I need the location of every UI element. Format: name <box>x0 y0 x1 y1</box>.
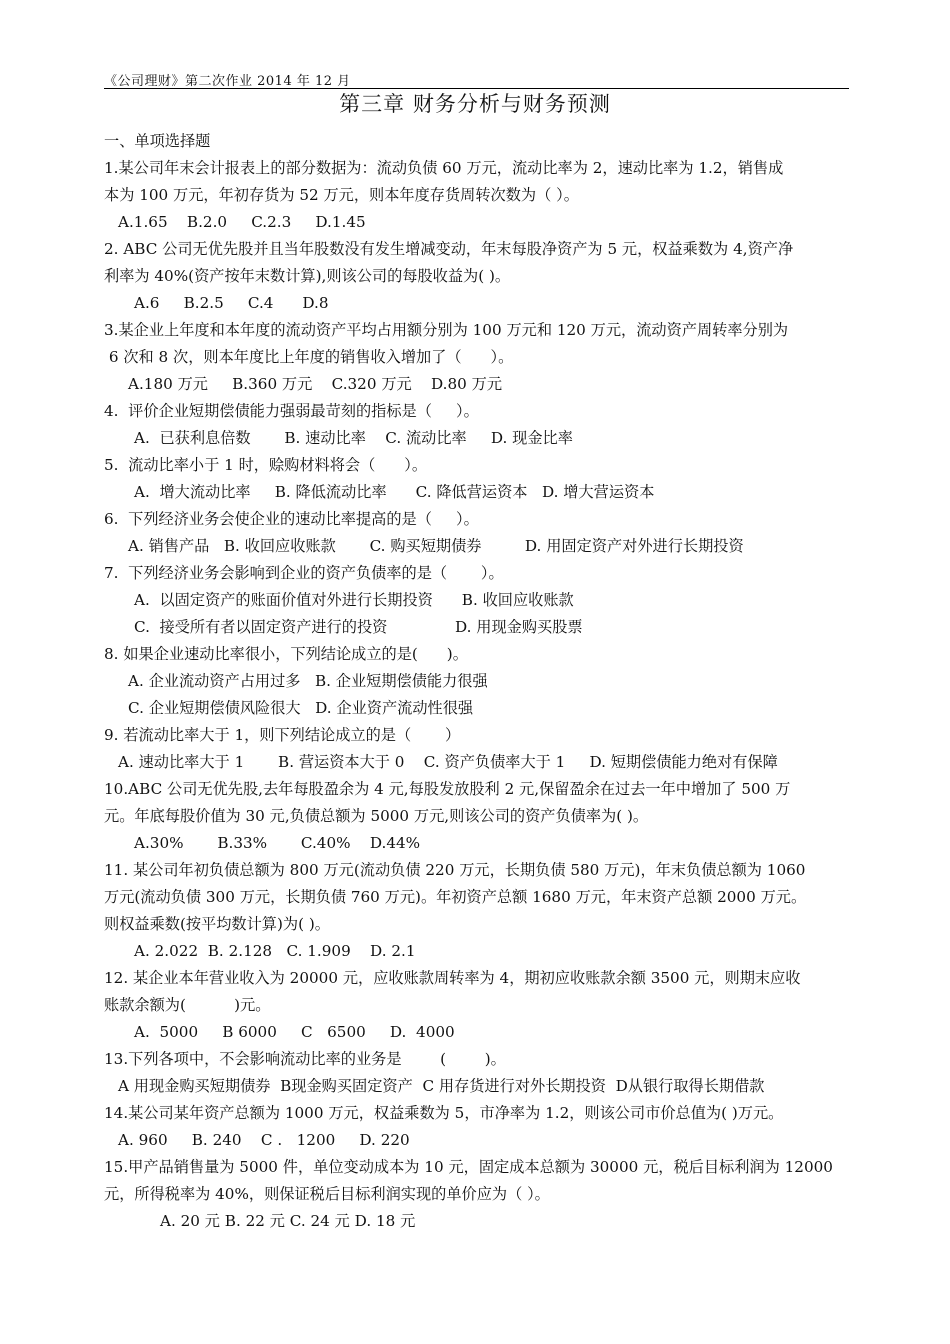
question-1-text: 1.某公司年末会计报表上的部分数据为：流动负债 60 万元，流动比率为 2，速动比率为 1.2，销售成 <box>104 159 784 177</box>
question-1-options: A.1.65 B.2.0 C.2.3 D.1.45 <box>118 213 366 231</box>
question-11-options: A. 2.022 B. 2.128 C. 1.909 D. 2.1 <box>134 942 416 960</box>
question-14-options: A. 960 B. 240 C . 1200 D. 220 <box>118 1131 410 1149</box>
question-12-text-cont: 账款余额为( )元。 <box>104 996 271 1014</box>
question-8-options-ab: A. 企业流动资产占用过多 B. 企业短期偿债能力很强 <box>128 672 488 690</box>
question-15-text: 15.甲产品销售量为 5000 件，单位变动成本为 10 元，固定成本总额为 30000 元，税后目标利润为 12000 <box>104 1158 833 1176</box>
question-2-text-cont: 利率为 40%(资产按年末数计算),则该公司的每股收益为( )。 <box>104 267 511 285</box>
question-9-text: 9. 若流动比率大于 1，则下列结论成立的是（ ） <box>104 726 461 744</box>
question-1-text-cont: 本为 100 万元，年初存货为 52 万元，则本年度存货周转次数为（ ）。 <box>104 186 579 204</box>
question-12-options: A. 5000 B 6000 C 6500 D. 4000 <box>134 1023 455 1041</box>
question-11-text: 11. 某公司年初负债总额为 800 万元(流动负债 220 万元，长期负债 580 万元)，年末负债总额为 1060 <box>104 861 806 879</box>
question-15-text-cont: 元，所得税率为 40%，则保证税后目标利润实现的单价应为（ ）。 <box>104 1185 550 1203</box>
question-14-text: 14.某公司某年资产总额为 1000 万元，权益乘数为 5，市净率为 1.2，则该公司市价总值为( )万元。 <box>104 1104 784 1122</box>
question-8-text: 8. 如果企业速动比率很小，下列结论成立的是( )。 <box>104 645 468 663</box>
question-6-options: A. 销售产品 B. 收回应收账款 C. 购买短期债券 D. 用固定资产对外进行长期投资 <box>128 537 744 555</box>
question-15-options: A. 20 元 B. 22 元 C. 24 元 D. 18 元 <box>160 1212 416 1230</box>
question-10-options: A.30% B.33% C.40% D.44% <box>134 834 421 852</box>
question-12-text: 12. 某企业本年营业收入为 20000 元，应收账款周转率为 4，期初应收账款余额 3500 元，则期末应收 <box>104 969 801 987</box>
question-4-text: 4. 评价企业短期偿债能力强弱最苛刻的指标是（ ）。 <box>104 402 479 420</box>
document-body <box>104 128 852 1235</box>
section-heading: 一、单项选择题 <box>104 132 211 150</box>
header-text: 《公司理财》第二次作业 2014 年 12 月 <box>104 74 351 89</box>
page-title: 第三章 财务分析与财务预测 <box>339 92 611 116</box>
question-2-options: A.6 B.2.5 C.4 D.8 <box>134 294 329 312</box>
question-8-options-cd: C. 企业短期偿债风险很大 D. 企业资产流动性很强 <box>128 699 474 717</box>
question-2-text: 2. ABC 公司无优先股并且当年股数没有发生增减变动，年末每股净资产为 5 元，权益乘数为 4,资产净 <box>104 240 794 258</box>
question-10-text: 10.ABC 公司无优先股,去年每股盈余为 4 元,每股发放股利 2 元,保留盈余在过去一年中增加了 500 万 <box>104 780 791 798</box>
question-11-text-cont: 万元(流动负债 300 万元，长期负债 760 万元)。年初资产总额 1680 万元，年末资产总额 2000 万元。 <box>104 888 807 906</box>
document-header <box>104 68 849 89</box>
question-7-text: 7. 下列经济业务会影响到企业的资产负债率的是（ ）。 <box>104 564 504 582</box>
question-7-options-ab: A. 以固定资产的账面价值对外进行长期投资 B. 收回应收账款 <box>134 591 574 609</box>
question-5-text: 5. 流动比率小于 1 时，赊购材料将会（ ）。 <box>104 456 428 474</box>
question-11-text-cont2: 则权益乘数(按平均数计算)为( )。 <box>104 915 330 933</box>
question-3-text: 3.某企业上年度和本年度的流动资产平均占用额分别为 100 万元和 120 万元，流动资产周转率分别为 <box>104 321 789 339</box>
question-7-options-cd: C. 接受所有者以固定资产进行的投资 D. 用现金购买股票 <box>134 618 583 636</box>
question-6-text: 6. 下列经济业务会使企业的速动比率提高的是（ ）。 <box>104 510 479 528</box>
question-5-options: A. 增大流动比率 B. 降低流动比率 C. 降低营运资本 D. 增大营运资本 <box>134 483 655 501</box>
question-9-options: A. 速动比率大于 1 B. 营运资本大于 0 C. 资产负债率大于 1 D. 短期偿债能力绝对有保障 <box>118 753 778 771</box>
question-13-text: 13.下列各项中，不会影响流动比率的业务是 ( )。 <box>104 1050 506 1068</box>
question-13-options: A 用现金购买短期债券 B现金购买固定资产 C 用存货进行对外长期投资 D从银行取得长期借款 <box>118 1077 765 1095</box>
question-3-text-cont: 6 次和 8 次，则本年度比上年度的销售收入增加了（ ）。 <box>104 348 514 366</box>
question-10-text-cont: 元。年底每股价值为 30 元,负债总额为 5000 万元,则该公司的资产负债率为( )。 <box>104 807 649 825</box>
question-3-options: A.180 万元 B.360 万元 C.320 万元 D.80 万元 <box>128 375 503 393</box>
question-4-options: A. 已获利息倍数 B. 速动比率 C. 流动比率 D. 现金比率 <box>134 429 573 447</box>
